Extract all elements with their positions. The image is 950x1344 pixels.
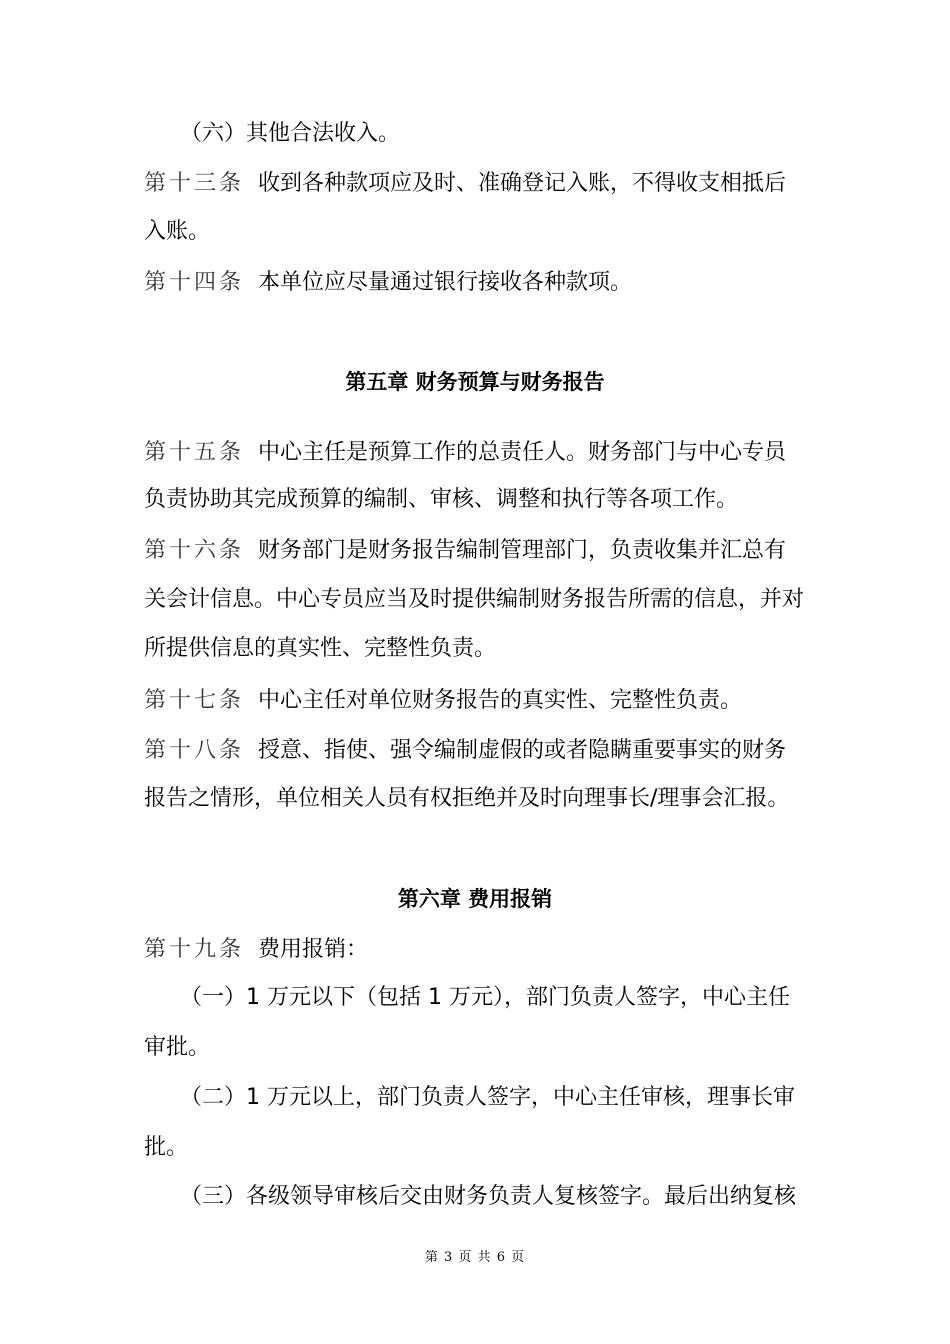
article-18-label: 第十八条	[144, 738, 245, 763]
article-18-text: 授意、指使、强令编制虚假的或者隐瞒重要事实的财务	[258, 738, 787, 763]
article-13-text: 收到各种款项应及时、准确登记入账，不得收支相抵后	[258, 171, 787, 196]
article-16-line-2: 关会计信息。中心专员应当及时提供编制财务报告所需的信息，并对	[144, 587, 805, 612]
page-number-footer: 第 3 页 共 6 页	[424, 1250, 526, 1265]
article-13-line-2: 入账。	[144, 219, 211, 244]
article-19-text: 费用报销：	[258, 937, 369, 962]
article-16-line-3: 所提供信息的真实性、完整性负责。	[144, 636, 497, 661]
chapter-6-heading: 第六章 费用报销	[397, 887, 553, 911]
item-6: （六）其他合法收入。	[180, 121, 401, 146]
article-18-line-2: 报告之情形，单位相关人员有权拒绝并及时向理事长/理事会汇报。	[144, 786, 790, 811]
article-16-label: 第十六条	[144, 538, 245, 563]
sub-item-3-line-1: （三）各级领导审核后交由财务负责人复核签字。最后出纳复核	[180, 1184, 797, 1209]
article-13-line-1	[144, 169, 786, 199]
article-14-text: 本单位应尽量通过银行接收各种款项。	[258, 270, 633, 295]
article-18-line-1	[144, 736, 786, 766]
article-16-line-1	[144, 536, 786, 566]
article-17-label: 第十七条	[144, 688, 245, 713]
article-16-text: 财务部门是财务报告编制管理部门，负责收集并汇总有	[258, 538, 787, 563]
article-15-line-2: 负责协助其完成预算的编制、审核、调整和执行等各项工作。	[144, 487, 739, 512]
article-19-label: 第十九条	[144, 937, 245, 962]
sub-item-2-line-2: 批。	[144, 1135, 189, 1160]
article-15-text: 中心主任是预算工作的总责任人。财务部门与中心专员	[258, 440, 787, 465]
sub-item-1-line-2: 审批。	[144, 1035, 211, 1060]
article-19	[144, 935, 368, 965]
article-14	[144, 268, 632, 298]
article-15-label: 第十五条	[144, 440, 245, 465]
sub-item-1-line-1: （一）1 万元以下（包括 1 万元），部门负责人签字，中心主任	[180, 985, 790, 1010]
article-13-label: 第十三条	[144, 171, 245, 196]
article-14-label: 第十四条	[144, 270, 245, 295]
article-17-text: 中心主任对单位财务报告的真实性、完整性负责。	[258, 688, 743, 713]
chapter-5-heading: 第五章 财务预算与财务报告	[345, 370, 605, 394]
article-15-line-1	[144, 438, 786, 468]
article-17	[144, 686, 742, 716]
sub-item-2-line-1: （二）1 万元以上，部门负责人签字，中心主任审核，理事长审	[180, 1085, 795, 1110]
